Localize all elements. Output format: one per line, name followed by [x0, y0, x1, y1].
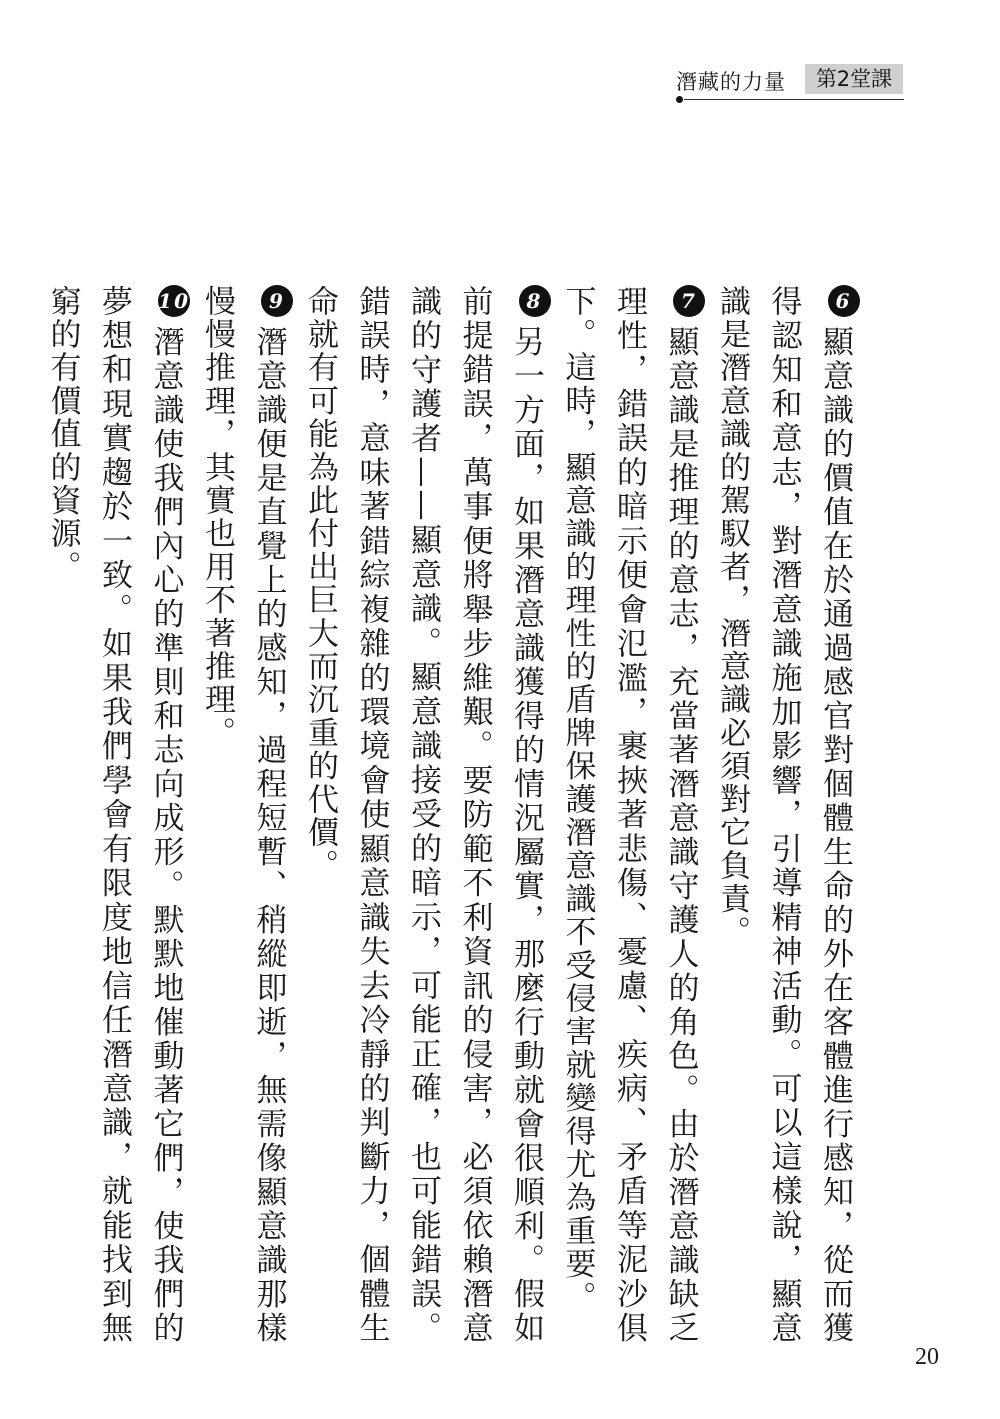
- paragraph-9: [191, 285, 294, 1345]
- paragraph-number-badge: 7: [673, 285, 705, 317]
- header-rule: [684, 99, 904, 100]
- paragraph-number-badge: 10: [158, 285, 190, 317]
- paragraph-number-badge: 8: [519, 285, 551, 317]
- paragraph-text: 潛意識使我們內心的準則和志向成形。默默地催動著它們，使我們的夢想和現實趨於一致。如果我們學會有限度地信任潛意識，就能找到無窮的有價值的資源。: [44, 285, 184, 1345]
- header-dot-ornament: [676, 96, 683, 103]
- paragraph-number-badge: 9: [261, 285, 293, 317]
- paragraph-7: [551, 285, 706, 1345]
- paragraph-text: 顯意識的價值在於通過感官對個體生命的外在客體進行感知，從而獲得認知和意志，對潛意識施加影響，引導精神活動。可以這樣說，顯意識是潛意識的駕馭者，潛意識必須對它負責。: [714, 285, 853, 1345]
- paragraph-number-badge: 6: [828, 285, 860, 317]
- paragraph-8: [294, 285, 552, 1345]
- paragraph-text: 潛意識便是直覺上的感知，過程短暫、稍縱即逝，無需像顯意識那樣慢慢推理，其實也用不著推理。: [199, 285, 287, 1345]
- paragraph-text: 另一方面，如果潛意識獲得的情況屬實，那麼行動就會很順利。假如前提錯誤，萬事便將舉步維艱。要防範不利資訊的侵害，必須依賴潛意識的守護者——顯意識。顯意識接受的暗示，可能正確，也可能錯誤。錯誤時，意味著錯綜複雜的環境會使顯意識失去冷靜的判斷力，個體生命就有可能為此付出巨大而沉重的代價。: [302, 285, 544, 1345]
- paragraph-10: [36, 285, 191, 1345]
- vertical-body-text: [36, 285, 860, 1345]
- book-title: 潛藏的力量: [676, 70, 786, 94]
- chapter-badge: 第2堂課: [805, 64, 903, 94]
- page-number: 20: [915, 1344, 939, 1370]
- paragraph-text: 顯意識是推理的意志，充當著潛意識守護人的角色。由於潛意識缺乏理性，錯誤的暗示便會氾濫，裹挾著悲傷、憂慮、疾病、矛盾等泥沙俱下。這時，顯意識的理性的盾牌保護潛意識不受侵害就變得尤為重要。: [559, 285, 699, 1345]
- running-header: [676, 64, 904, 96]
- paragraph-6: [706, 285, 861, 1345]
